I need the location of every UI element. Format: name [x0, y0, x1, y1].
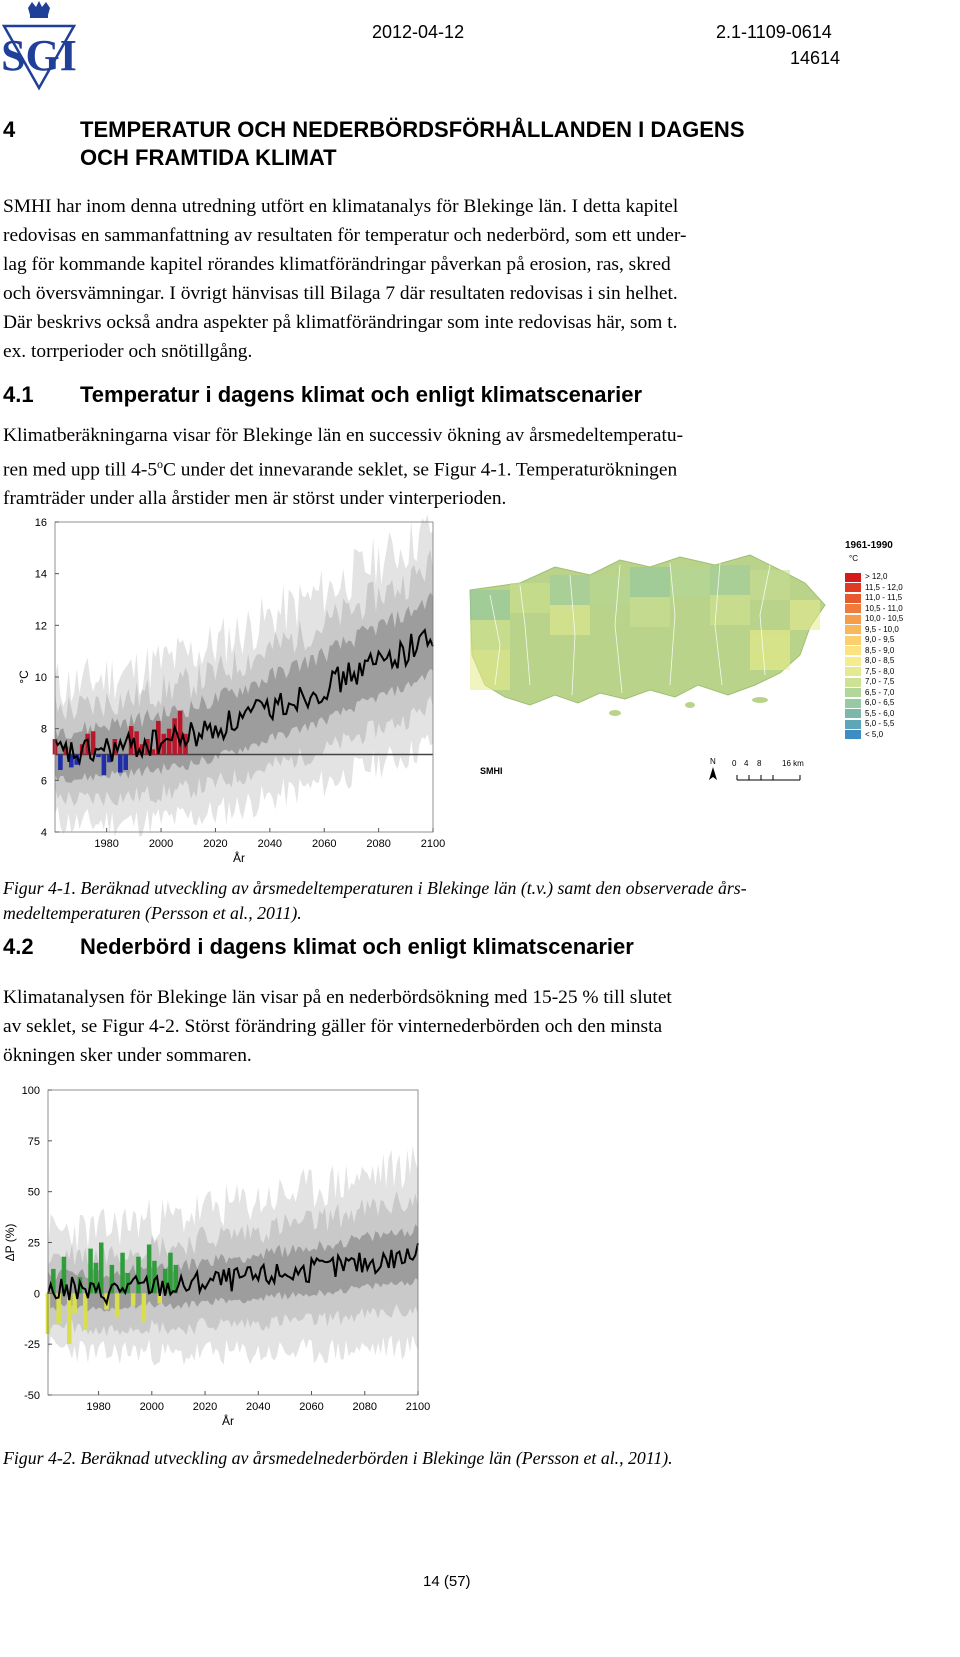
scale-label: 4: [744, 759, 749, 768]
legend-item: [845, 730, 945, 741]
section-title-line2: OCH FRAMTIDA KLIMAT: [80, 145, 337, 170]
legend-swatch: [845, 625, 861, 634]
header-date: 2012-04-12: [372, 22, 465, 42]
y-axis-label: °C: [17, 670, 31, 684]
legend-item: [845, 667, 945, 678]
legend-item: [845, 593, 945, 604]
scale-label: 0: [732, 759, 737, 768]
x-tick-label: 2000: [139, 1401, 165, 1413]
legend-item: [845, 583, 945, 594]
y-tick-label: 25: [27, 1237, 40, 1250]
legend-items: [845, 572, 945, 740]
y-axis-label: ΔP (%): [3, 1223, 17, 1262]
legend-item: [845, 656, 945, 667]
intro-paragraph: [3, 192, 843, 366]
y-tick-label: 50: [27, 1186, 40, 1199]
text-line: lag för kommande kapitel rörandes klimatförändringar påverkan på erosion, ras, skred: [3, 254, 671, 275]
subsection-title: Nederbörd i dagens klimat och enligt klimatscenarier: [80, 934, 634, 959]
legend-item: [845, 719, 945, 730]
legend-swatch: [845, 720, 861, 729]
text-line: ex. torrperioder och snötillgång.: [3, 341, 253, 362]
legend-swatch: [845, 594, 861, 603]
north-arrow-icon: [709, 767, 717, 780]
section-number: 4: [3, 117, 16, 142]
temperature-chart: [0, 510, 460, 865]
legend-swatch: [845, 636, 861, 645]
subsection-number: 4.2: [3, 934, 34, 959]
text-fragment: C under det innevarande seklet, se Figur 4-1. Temperaturökningen: [163, 459, 678, 481]
legend-label: 9,0 - 9,5: [865, 635, 895, 645]
observed-bar: [136, 1257, 141, 1294]
y-tick-label: 14: [34, 568, 47, 581]
legend-label: 8,0 - 8,5: [865, 656, 895, 666]
observed-bar: [67, 1293, 72, 1344]
scale-label: 8: [757, 759, 762, 768]
legend-item: [845, 677, 945, 688]
legend-item: [845, 698, 945, 709]
observed-bar: [167, 729, 172, 755]
x-tick-label: 2000: [148, 838, 174, 850]
legend-label: 6,5 - 7,0: [865, 687, 895, 697]
y-tick-label: 0: [33, 1288, 40, 1301]
y-tick-label: 16: [34, 517, 47, 529]
text-fragment: ren med upp till 4-5: [3, 459, 158, 481]
observed-bar: [131, 1293, 136, 1305]
legend-swatch: [845, 730, 861, 739]
legend-label: 7,5 - 8,0: [865, 666, 895, 676]
legend-item: [845, 646, 945, 657]
text-line: [3, 450, 853, 484]
legend-label: 11,0 - 11,5: [865, 593, 903, 603]
caption-line: Figur 4-1. Beräknad utveckling av årsmedeltemperaturen i Blekinge län (t.v.) samt den observerade års-: [3, 878, 747, 898]
legend-item: [845, 709, 945, 720]
x-tick-label: 1980: [86, 1401, 111, 1413]
legend-label: 9,5 - 10,0: [865, 624, 899, 634]
x-tick-label: 2040: [246, 1401, 271, 1413]
x-tick-label: 2060: [311, 838, 337, 850]
sgi-logo: [0, 0, 78, 92]
y-tick-label: 75: [27, 1135, 40, 1148]
smhi-label: SMHI: [480, 766, 503, 776]
legend-swatch: [845, 615, 861, 624]
observed-bar: [118, 755, 123, 773]
legend-swatch: [845, 678, 861, 687]
y-tick-label: -25: [24, 1339, 40, 1352]
legend-label: 5,5 - 6,0: [865, 708, 895, 718]
legend-item: [845, 688, 945, 699]
legend-unit: °C: [849, 554, 858, 563]
text-line: ökningen sker under sommaren.: [3, 1045, 252, 1066]
observed-bar: [162, 734, 167, 755]
header-doc-sub: 14614: [790, 48, 841, 68]
legend-label: 10,0 - 10,5: [865, 614, 904, 624]
legend-swatch: [845, 573, 861, 582]
text-line: Där beskrivs också andra aspekter på klimatförändringar som inte redovisas här, som t.: [3, 312, 678, 333]
observed-bar: [142, 1293, 147, 1322]
subsection-number: 4.1: [3, 382, 34, 407]
y-tick-label: -50: [24, 1390, 40, 1402]
text-line: av seklet, se Figur 4-2. Störst förändring gäller för vinternederbörden och den minsta: [3, 1016, 663, 1037]
y-tick-label: 6: [40, 775, 47, 788]
legend-label: 11,5 - 12,0: [865, 582, 903, 592]
legend-item: [845, 625, 945, 636]
legend-swatch: [845, 699, 861, 708]
text-line: SMHI har inom denna utredning utfört en klimatanalys för Blekinge län. I detta kapitel: [3, 196, 679, 217]
subsection-title: Temperatur i dagens klimat och enligt klimatscenarier: [80, 382, 642, 407]
observed-bar: [102, 755, 107, 776]
legend-label: 7,0 - 7,5: [865, 677, 895, 687]
legend-label: > 12,0: [865, 572, 888, 582]
legend-item: [845, 635, 945, 646]
north-label: N: [710, 757, 716, 766]
legend-swatch: [845, 688, 861, 697]
y-tick-label: 8: [40, 723, 47, 736]
legend-swatch: [845, 667, 861, 676]
x-tick-label: 2020: [192, 1401, 218, 1413]
observed-bar: [96, 755, 101, 758]
precipitation-chart: [0, 1080, 440, 1430]
observed-bar: [123, 755, 128, 771]
observed-bar: [83, 1293, 88, 1330]
legend-item: [845, 614, 945, 625]
text-line: redovisas en sammanfattning av resultaten för temperatur och nederbörd, som ett under-: [3, 225, 687, 246]
header-doc-number: 2.1-1109-0614: [716, 22, 832, 42]
legend-swatch: [845, 604, 861, 613]
observed-bar: [115, 1293, 120, 1317]
y-tick-label: 100: [21, 1085, 40, 1097]
figure-caption: [3, 876, 863, 926]
legend-label: 5,0 - 5,5: [865, 719, 895, 729]
legend-label: 6,0 - 6,5: [865, 698, 895, 708]
caption-line: medeltemperaturen (Persson et al., 2011).: [3, 903, 302, 923]
legend-item: [845, 604, 945, 615]
map-legend: [845, 540, 945, 740]
x-tick-label: 2100: [420, 838, 446, 850]
y-tick-label: 12: [34, 620, 47, 633]
legend-swatch: [845, 657, 861, 666]
x-tick-label: 2080: [366, 838, 391, 850]
precipitation-paragraph: [3, 983, 853, 1070]
x-tick-label: 2100: [405, 1401, 431, 1413]
observed-bar: [178, 711, 183, 755]
y-tick-label: 4: [40, 827, 47, 839]
x-axis-label: År: [222, 1414, 234, 1428]
text-line: framträder under alla årstider men är störst under vinterperioden.: [3, 488, 507, 510]
legend-swatch: [845, 646, 861, 655]
x-axis-label: År: [233, 851, 245, 865]
legend-item: [845, 572, 945, 583]
x-tick-label: 1980: [94, 838, 119, 850]
text-line: Klimatanalysen för Blekinge län visar på en nederbördsökning med 15-25 % till slutet: [3, 987, 672, 1008]
page-number: 14 (57): [423, 1573, 471, 1590]
section-title-line1: TEMPERATUR OCH NEDERBÖRDSFÖRHÅLLANDEN I DAGENS: [80, 117, 745, 142]
legend-title: 1961-1990: [845, 540, 893, 551]
x-tick-label: 2020: [203, 838, 228, 850]
legend-swatch: [845, 709, 861, 718]
degree-superscript: o: [157, 457, 164, 471]
x-tick-label: 2040: [257, 838, 283, 850]
scale-label: 16 km: [782, 759, 804, 768]
temperature-paragraph: [3, 421, 853, 513]
legend-swatch: [845, 583, 861, 592]
observed-bar: [58, 755, 63, 771]
x-tick-label: 2060: [299, 1401, 324, 1413]
scale-bar: [737, 775, 800, 780]
figure-caption: Figur 4-2. Beräknad utveckling av årsmedelnederbörden i Blekinge län (Persson et al., 2011).: [3, 1448, 673, 1468]
text-line: Klimatberäkningarna visar för Blekinge län en successiv ökning av årsmedeltemperatu-: [3, 425, 684, 446]
legend-label: 10,5 - 11,0: [865, 603, 903, 613]
legend-label: < 5,0: [865, 729, 884, 739]
x-tick-label: 2080: [352, 1401, 378, 1413]
logo-text: SGI: [1, 31, 77, 80]
text-line: och översvämningar. I övrigt hänvisas till Bilaga 7 där resultaten redovisas i sin helhet.: [3, 283, 678, 304]
y-tick-label: 10: [34, 672, 47, 684]
legend-label: 8,5 - 9,0: [865, 645, 895, 655]
